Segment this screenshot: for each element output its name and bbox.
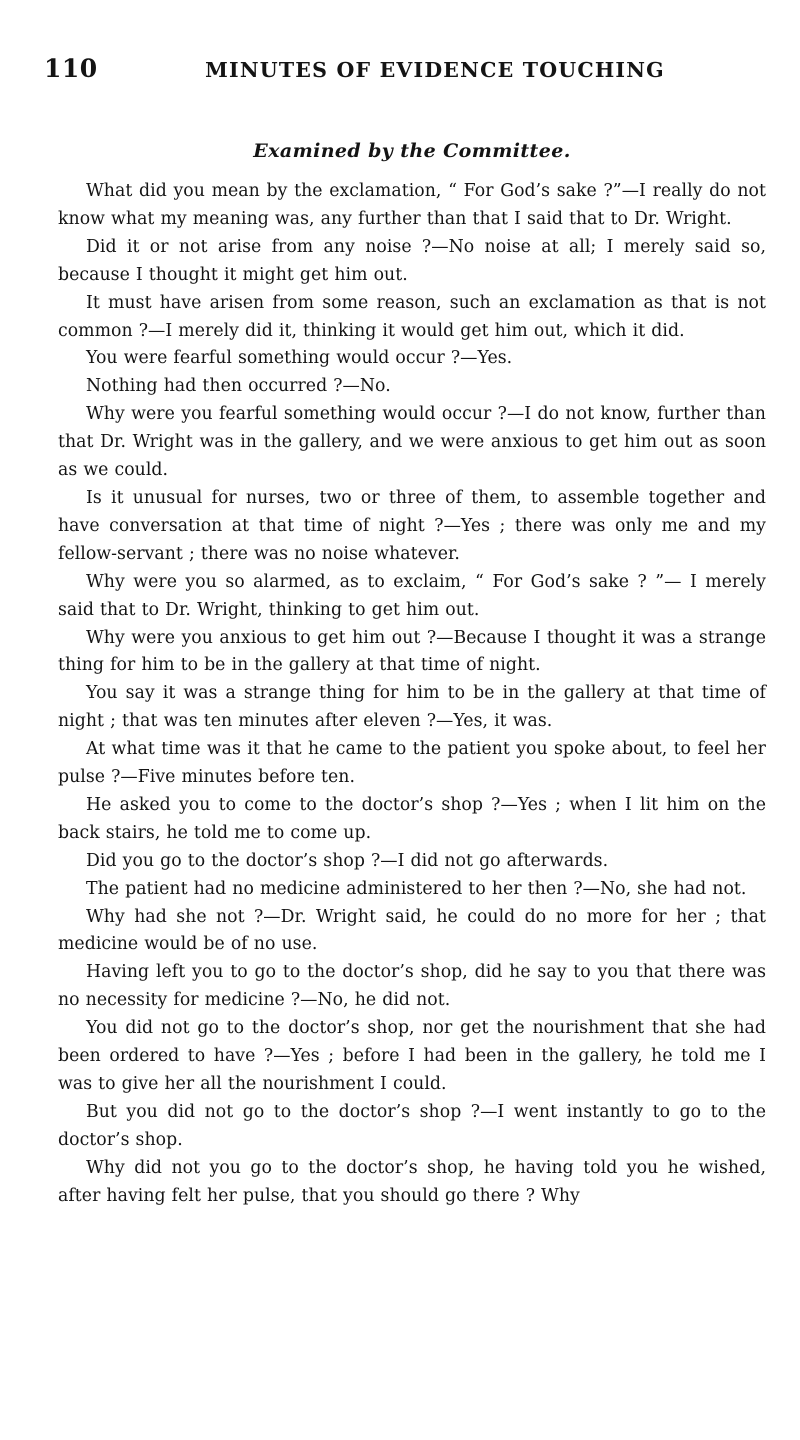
paragraph: Why did not you go to the doctor’s shop, he having told you he wished, after having felt her pulse, that you should go there ? Why (58, 1157, 766, 1206)
paragraph: Did it or not arise from any noise ?—No noise at all; I merely said so, because I thought it might get him out. (58, 236, 766, 285)
running-title: MINUTES OF EVIDENCE TOUCHING (205, 58, 665, 82)
paragraph: Having left you to go to the doctor’s shop, did he say to you that there was no necessity for medicine ?—No, he did not. (58, 962, 766, 1011)
paragraph: Did you go to the doctor’s shop ?—I did not go afterwards. (86, 850, 609, 871)
paragraph: Nothing had then occurred ?—No. (86, 376, 391, 397)
paragraph: At what time was it that he came to the patient you spoke about, to feel her pulse ?—Five minutes before ten. (58, 739, 766, 788)
paragraph: You did not go to the doctor’s shop, nor get the nourishment that she had been ordered to have ?—Yes ; before I had been in the gallery, he told me I was to give her all the nourishment I could. (58, 1018, 766, 1094)
paragraph: What did you mean by the exclamation, “ For God’s sake ?”—I really do not know what my meaning was, any further than that I said that to Dr. Wright. (58, 181, 766, 229)
paragraph: Why were you fearful something would occur ?—I do not know, further than that Dr. Wright was in the gallery, and we were anxious to get him out as soon as we could. (58, 404, 766, 481)
paragraph: You were fearful something would occur ?—Yes. (86, 348, 513, 369)
paragraph: Why were you so alarmed, as to exclaim, “ For God’s sake ? ”— I merely said that to Dr. Wright, thinking to get him out. (58, 571, 766, 620)
body-text (58, 178, 766, 1211)
paragraph: Why were you anxious to get him out ?—Because I thought it was a strange thing for him to be in the gallery at that time of night. (58, 627, 766, 676)
running-head (44, 54, 766, 92)
paragraph: He asked you to come to the doctor’s shop ?—Yes ; when I lit him on the back stairs, he told me to come up. (58, 794, 766, 843)
section-heading: Examined by the Committee. (253, 140, 571, 162)
paragraph: But you did not go to the doctor’s shop ?—I went instantly to go to the doctor’s shop. (58, 1101, 766, 1150)
paragraph: Why had she not ?—Dr. Wright said, he could do no more for her ; that medicine would be of no use. (58, 906, 766, 955)
paragraph: You say it was a strange thing for him to be in the gallery at that time of night ; that was ten minutes after eleven ?—Yes, it was. (58, 683, 766, 732)
paragraph: Is it unusual for nurses, two or three of them, to assemble together and have conversation at that time of night ?—Yes ; there was only me and my fellow-servant ; there was no noise whatever. (58, 487, 766, 564)
page-number: 110 (44, 54, 98, 83)
paragraph: The patient had no medicine administered to her then ?—No, she had not. (86, 878, 747, 899)
paragraph: It must have arisen from some reason, such an exclamation as that is not common ?—I merely did it, thinking it would get him out, which it did. (58, 292, 766, 341)
